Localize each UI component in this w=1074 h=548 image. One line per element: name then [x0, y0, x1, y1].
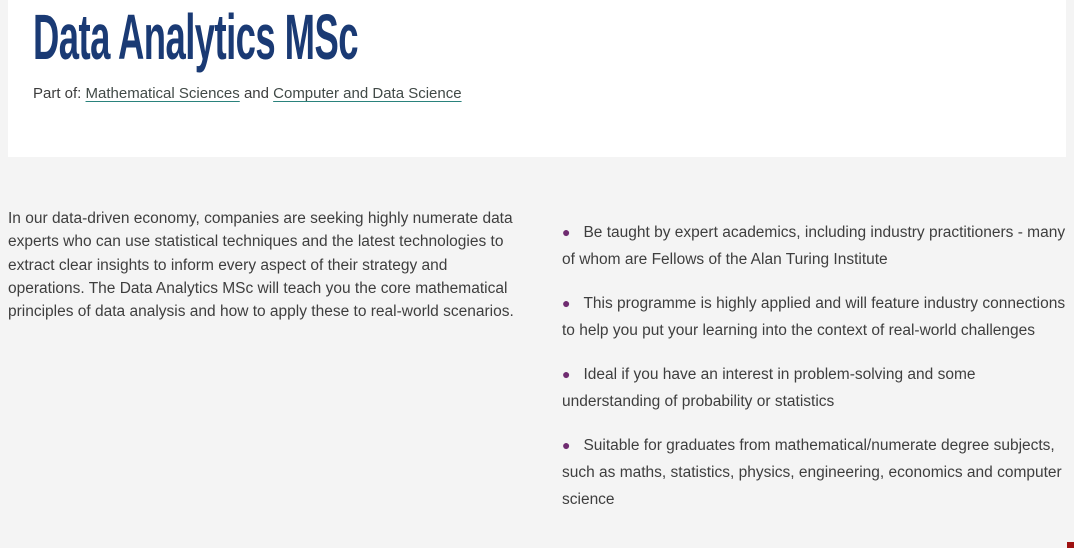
highlight-item — [562, 432, 1066, 513]
highlight-text: Be taught by expert academics, including industry practitioners - many of whom are Fellows of the Alan Turing Institute — [562, 224, 1066, 268]
highlights-column — [562, 219, 1066, 548]
highlight-item — [562, 219, 1066, 273]
part-of-line — [33, 85, 1066, 102]
bullet-icon: ● — [562, 224, 571, 240]
bullet-icon: ● — [562, 366, 571, 382]
page-title: Data Analytics MSc — [33, 1, 358, 73]
highlight-text: Ideal if you have an interest in problem-solving and some understanding of probability or statistics — [562, 366, 976, 410]
part-of-prefix: Part of: — [33, 85, 82, 102]
highlights-list — [562, 219, 1066, 513]
bullet-icon: ● — [562, 437, 571, 453]
hero-header — [8, 0, 1066, 157]
link-mathematical-sciences[interactable]: Mathematical Sciences — [85, 85, 240, 102]
highlight-text: Suitable for graduates from mathematical/numerate degree subjects, such as maths, statistics, physics, engineering, economics and computer science — [562, 437, 1062, 508]
highlight-text: This programme is highly applied and will feature industry connections to help you put your learning into the context of real-world challenges — [562, 295, 1066, 339]
highlight-item — [562, 290, 1066, 344]
link-computer-and-data-science[interactable]: Computer and Data Science — [273, 85, 462, 102]
intro-paragraph: In our data-driven economy, companies are seeking highly numerate data experts who can use statistical techniques and the latest technologies to extract clear insights to inform every aspect of their strategy and operations. The Data Analytics MSc will teach you the core mathematical principles of data analysis and how to apply these to real-world scenarios. — [8, 210, 514, 321]
part-of-conjunction: and — [243, 85, 269, 102]
corner-accent — [1067, 542, 1074, 548]
highlight-item — [562, 361, 1066, 415]
overview-section — [8, 157, 1066, 548]
bullet-icon: ● — [562, 295, 571, 311]
